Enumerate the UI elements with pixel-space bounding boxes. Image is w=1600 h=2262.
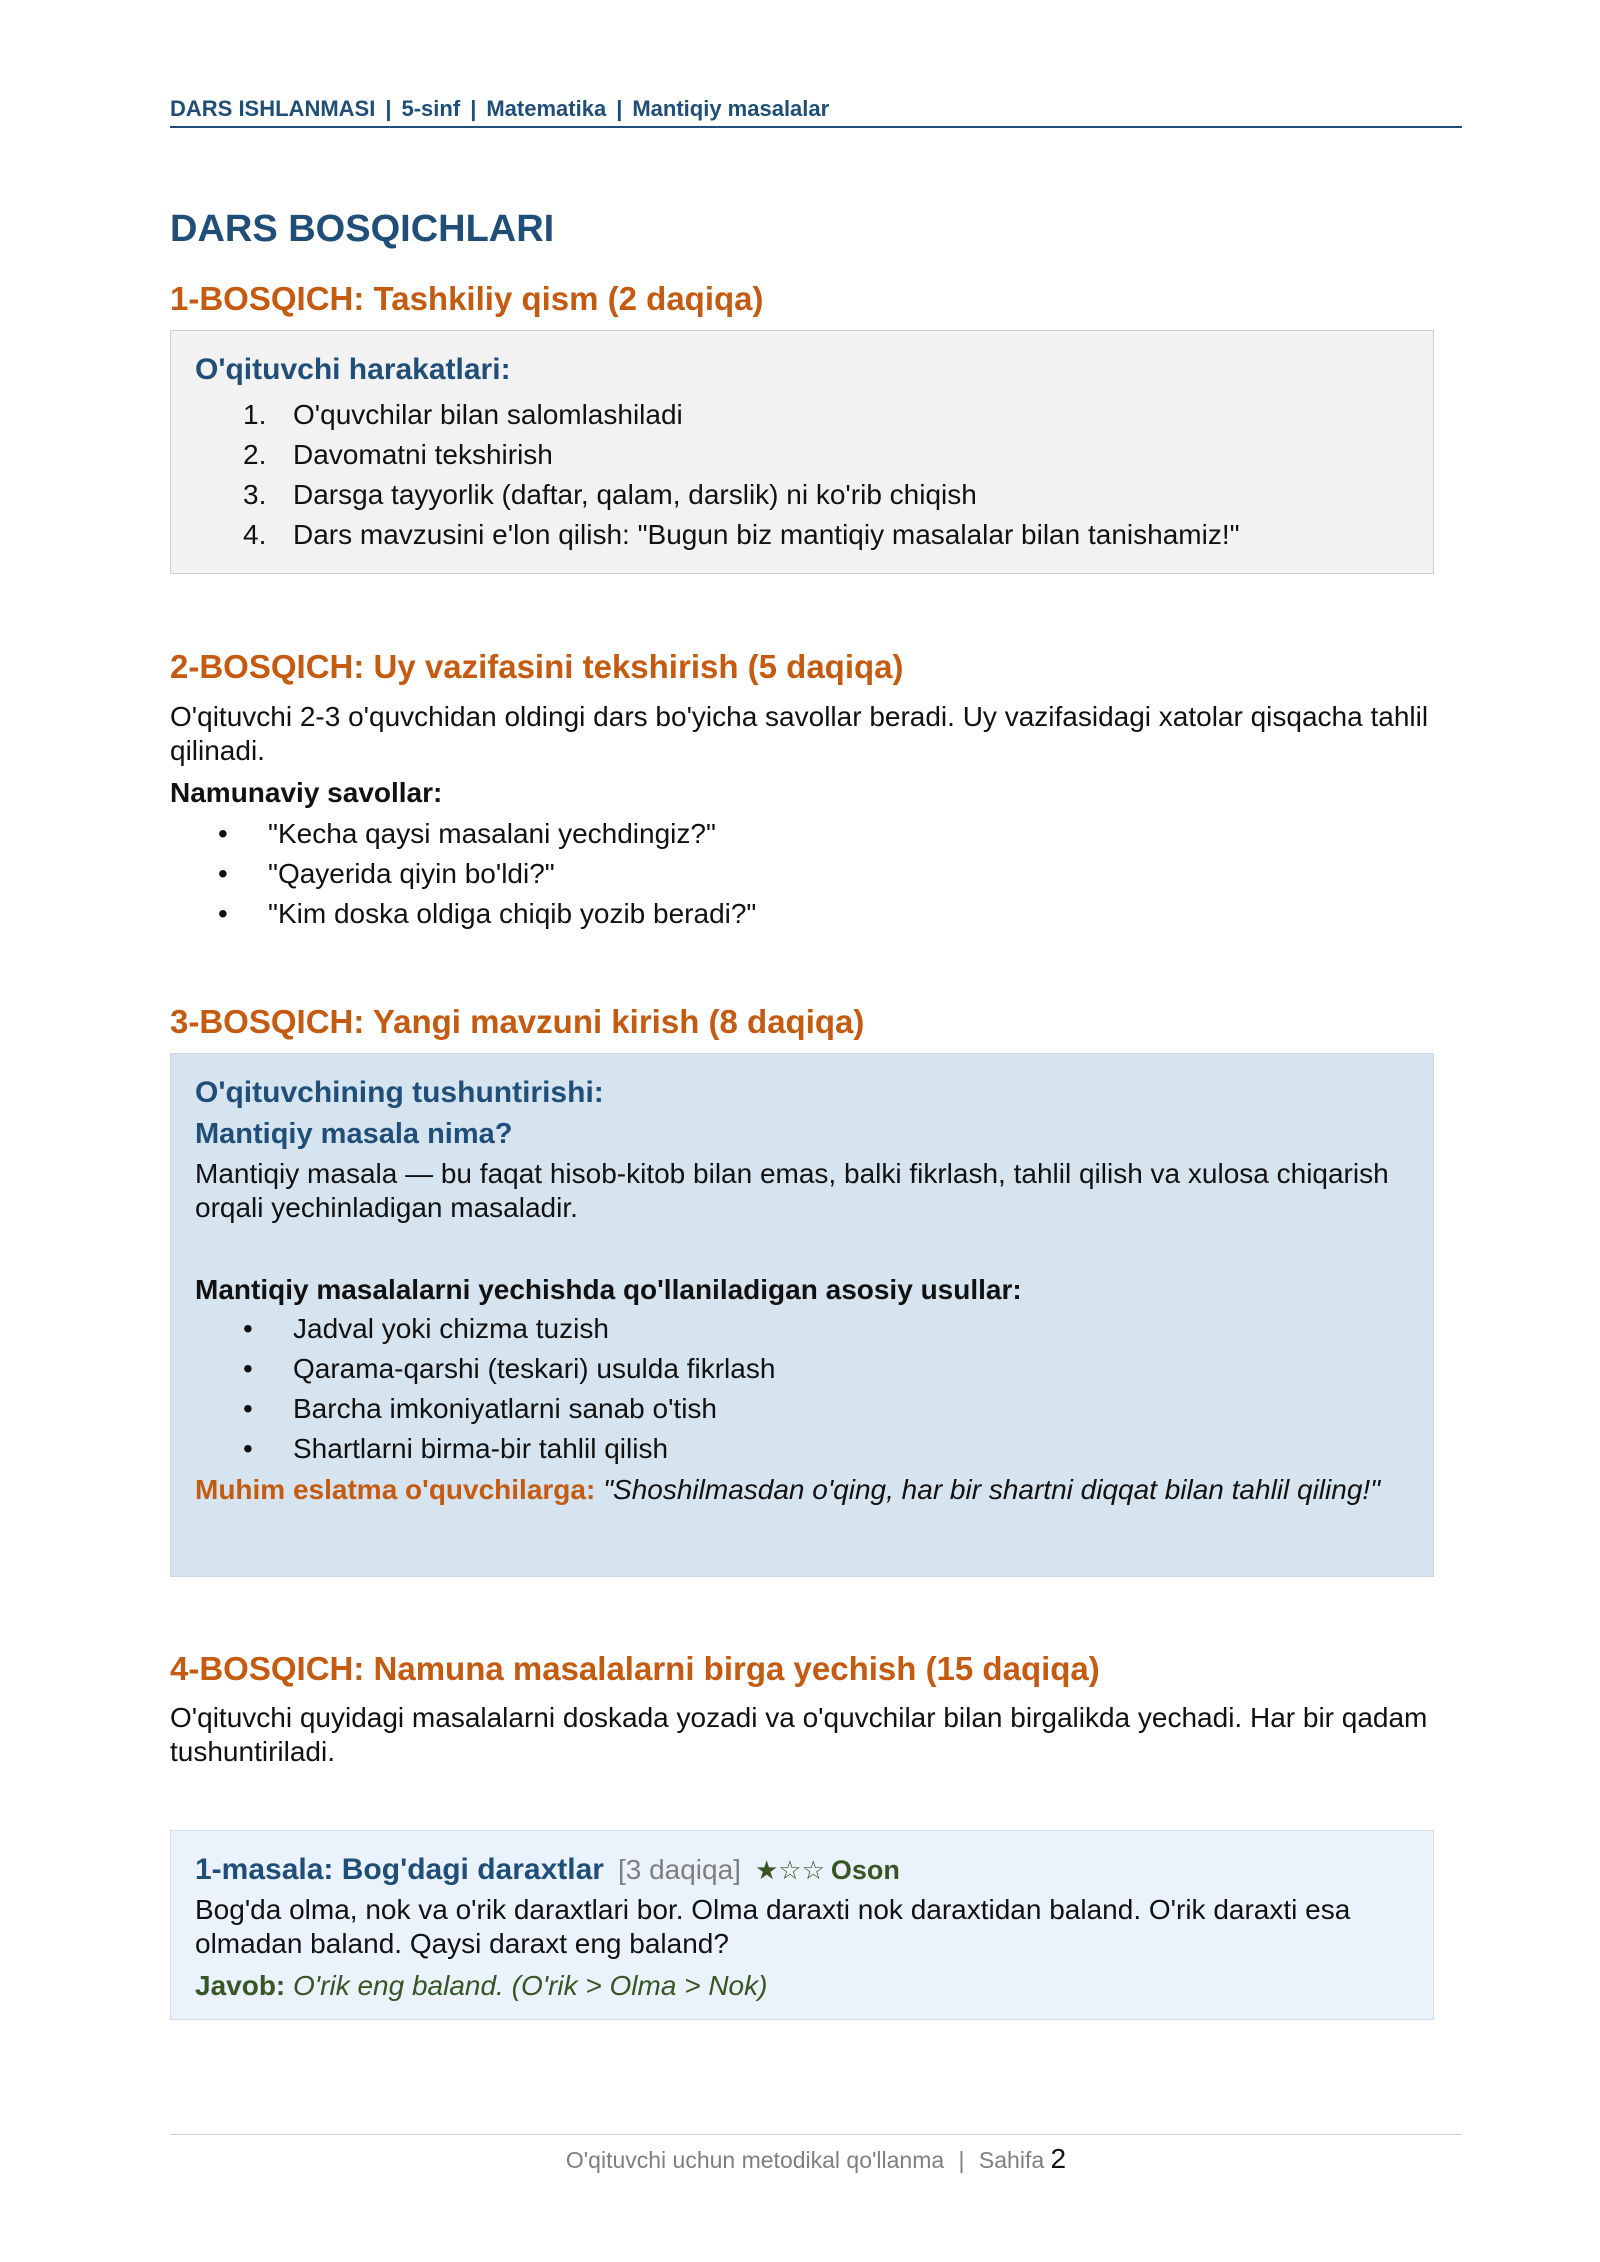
note-text: "Shoshilmasdan o'qing, har bir shartni diqqat bilan tahlil qiling!" (603, 1474, 1381, 1505)
page-title: DARS BOSQICHLARI (170, 208, 555, 250)
stage3-subheading: Mantiqiy masala nima? (195, 1118, 513, 1150)
stage3-methods-label: Mantiqiy masalalarni yechishda qo'llaniladigan asosiy usullar: (195, 1274, 1022, 1305)
stage3-definition: Mantiqiy masala — bu faqat hisob-kitob bilan emas, balki fikrlash, tahlil qilish va xulosa chiqarish orqali yechinladigan masaladir. (195, 1158, 1389, 1223)
header-grade: 5-sinf (401, 96, 461, 121)
stage2-text: O'qituvchi 2-3 o'quvchidan oldingi dars bo'yicha savollar beradi. Uy vazifasidagi xatolar qisqacha tahlil qilinadi. (170, 701, 1429, 766)
stage3-box (170, 1053, 1434, 1577)
task1-level: Oson (830, 1855, 900, 1885)
header-topic: Mantiqiy masalalar (632, 96, 830, 121)
stage1-list (195, 395, 1409, 555)
stage1-box (170, 330, 1434, 574)
answer-label: Javob: (195, 1970, 286, 2001)
stage3-title: 3-BOSQICH: Yangi mavzuni kirish (8 daqiqa) (170, 1003, 865, 1040)
list-item: • Barcha imkoniyatlarni sanab o'tish (243, 1393, 718, 1424)
list-item: • "Kim doska oldiga chiqib yozib beradi?" (218, 898, 757, 929)
stage2-questions (170, 814, 1434, 934)
list-item: 4. Dars mavzusini e'lon qilish: "Bugun biz mantiqiy masalalar bilan tanishamiz!" (243, 519, 1240, 550)
task1-title: 1-masala: Bog'dagi daraxtlar (195, 1853, 604, 1886)
stage1-title: 1-BOSQICH: Tashkiliy qism (2 daqiqa) (170, 280, 764, 317)
stage2-content (170, 700, 1434, 934)
stage2-title: 2-BOSQICH: Uy vazifasini tekshirish (5 daqiqa) (170, 648, 904, 685)
header-separator: | (616, 96, 623, 121)
header-doc-type: DARS ISHLANMASI (170, 96, 376, 121)
list-item: • Qarama-qarshi (teskari) usulda fikrlash (243, 1353, 776, 1384)
task1-answer (195, 1969, 1409, 2003)
list-item: 2. Davomatni tekshirish (243, 439, 553, 470)
stage1-box-heading: O'qituvchi harakatlari: (195, 353, 511, 386)
header-separator: | (385, 96, 392, 121)
task1-card (170, 1830, 1434, 2020)
list-item: • "Kecha qaysi masalani yechdingiz?" (218, 818, 716, 849)
page-footer (170, 2134, 1462, 2175)
footer-separator: | (958, 2147, 965, 2173)
stage3-box-heading: O'qituvchining tushuntirishi: (195, 1076, 604, 1109)
footer-text: O'qituvchi uchun metodikal qo'llanma (565, 2147, 945, 2173)
header-separator: | (470, 96, 477, 121)
list-item: • "Qayerida qiyin bo'ldi?" (218, 858, 555, 889)
difficulty-stars-icon: ★☆☆ (754, 1855, 825, 1885)
stage4-content (170, 1701, 1434, 1769)
task1-header (195, 1853, 1409, 1887)
page-number: 2 (1050, 2143, 1067, 2174)
task1-text: Bog'da olma, nok va o'rik daraxtlari bor. Olma daraxti nok daraxtidan baland. O'rik daraxti esa olmadan baland. Qaysi daraxt eng baland? (195, 1894, 1351, 1959)
note-label: Muhim eslatma o'quvchilarga: (195, 1474, 596, 1505)
stage3-methods (195, 1309, 1409, 1469)
footer-page-label: Sahifa (978, 2147, 1045, 2173)
list-item: 1. O'quvchilar bilan salomlashiladi (243, 399, 683, 430)
page-header (170, 96, 1462, 128)
stage4-text: O'qituvchi quyidagi masalalarni doskada yozadi va o'quvchilar bilan birgalikda yechadi. Har bir qadam tushuntiriladi. (170, 1702, 1428, 1767)
list-item: • Jadval yoki chizma tuzish (243, 1313, 609, 1344)
stage2-questions-label: Namunaviy savollar: (170, 777, 443, 808)
list-item: 3. Darsga tayyorlik (daftar, qalam, darslik) ni ko'rib chiqish (243, 479, 977, 510)
stage4-title: 4-BOSQICH: Namuna masalalarni birga yechish (15 daqiqa) (170, 1650, 1100, 1687)
stage3-note (195, 1473, 1409, 1507)
list-item: • Shartlarni birma-bir tahlil qilish (243, 1433, 669, 1464)
header-subject: Matematika (486, 96, 607, 121)
answer-text: O'rik eng baland. (O'rik > Olma > Nok) (293, 1970, 768, 2001)
task1-time: [3 daqiqa] (617, 1854, 741, 1885)
